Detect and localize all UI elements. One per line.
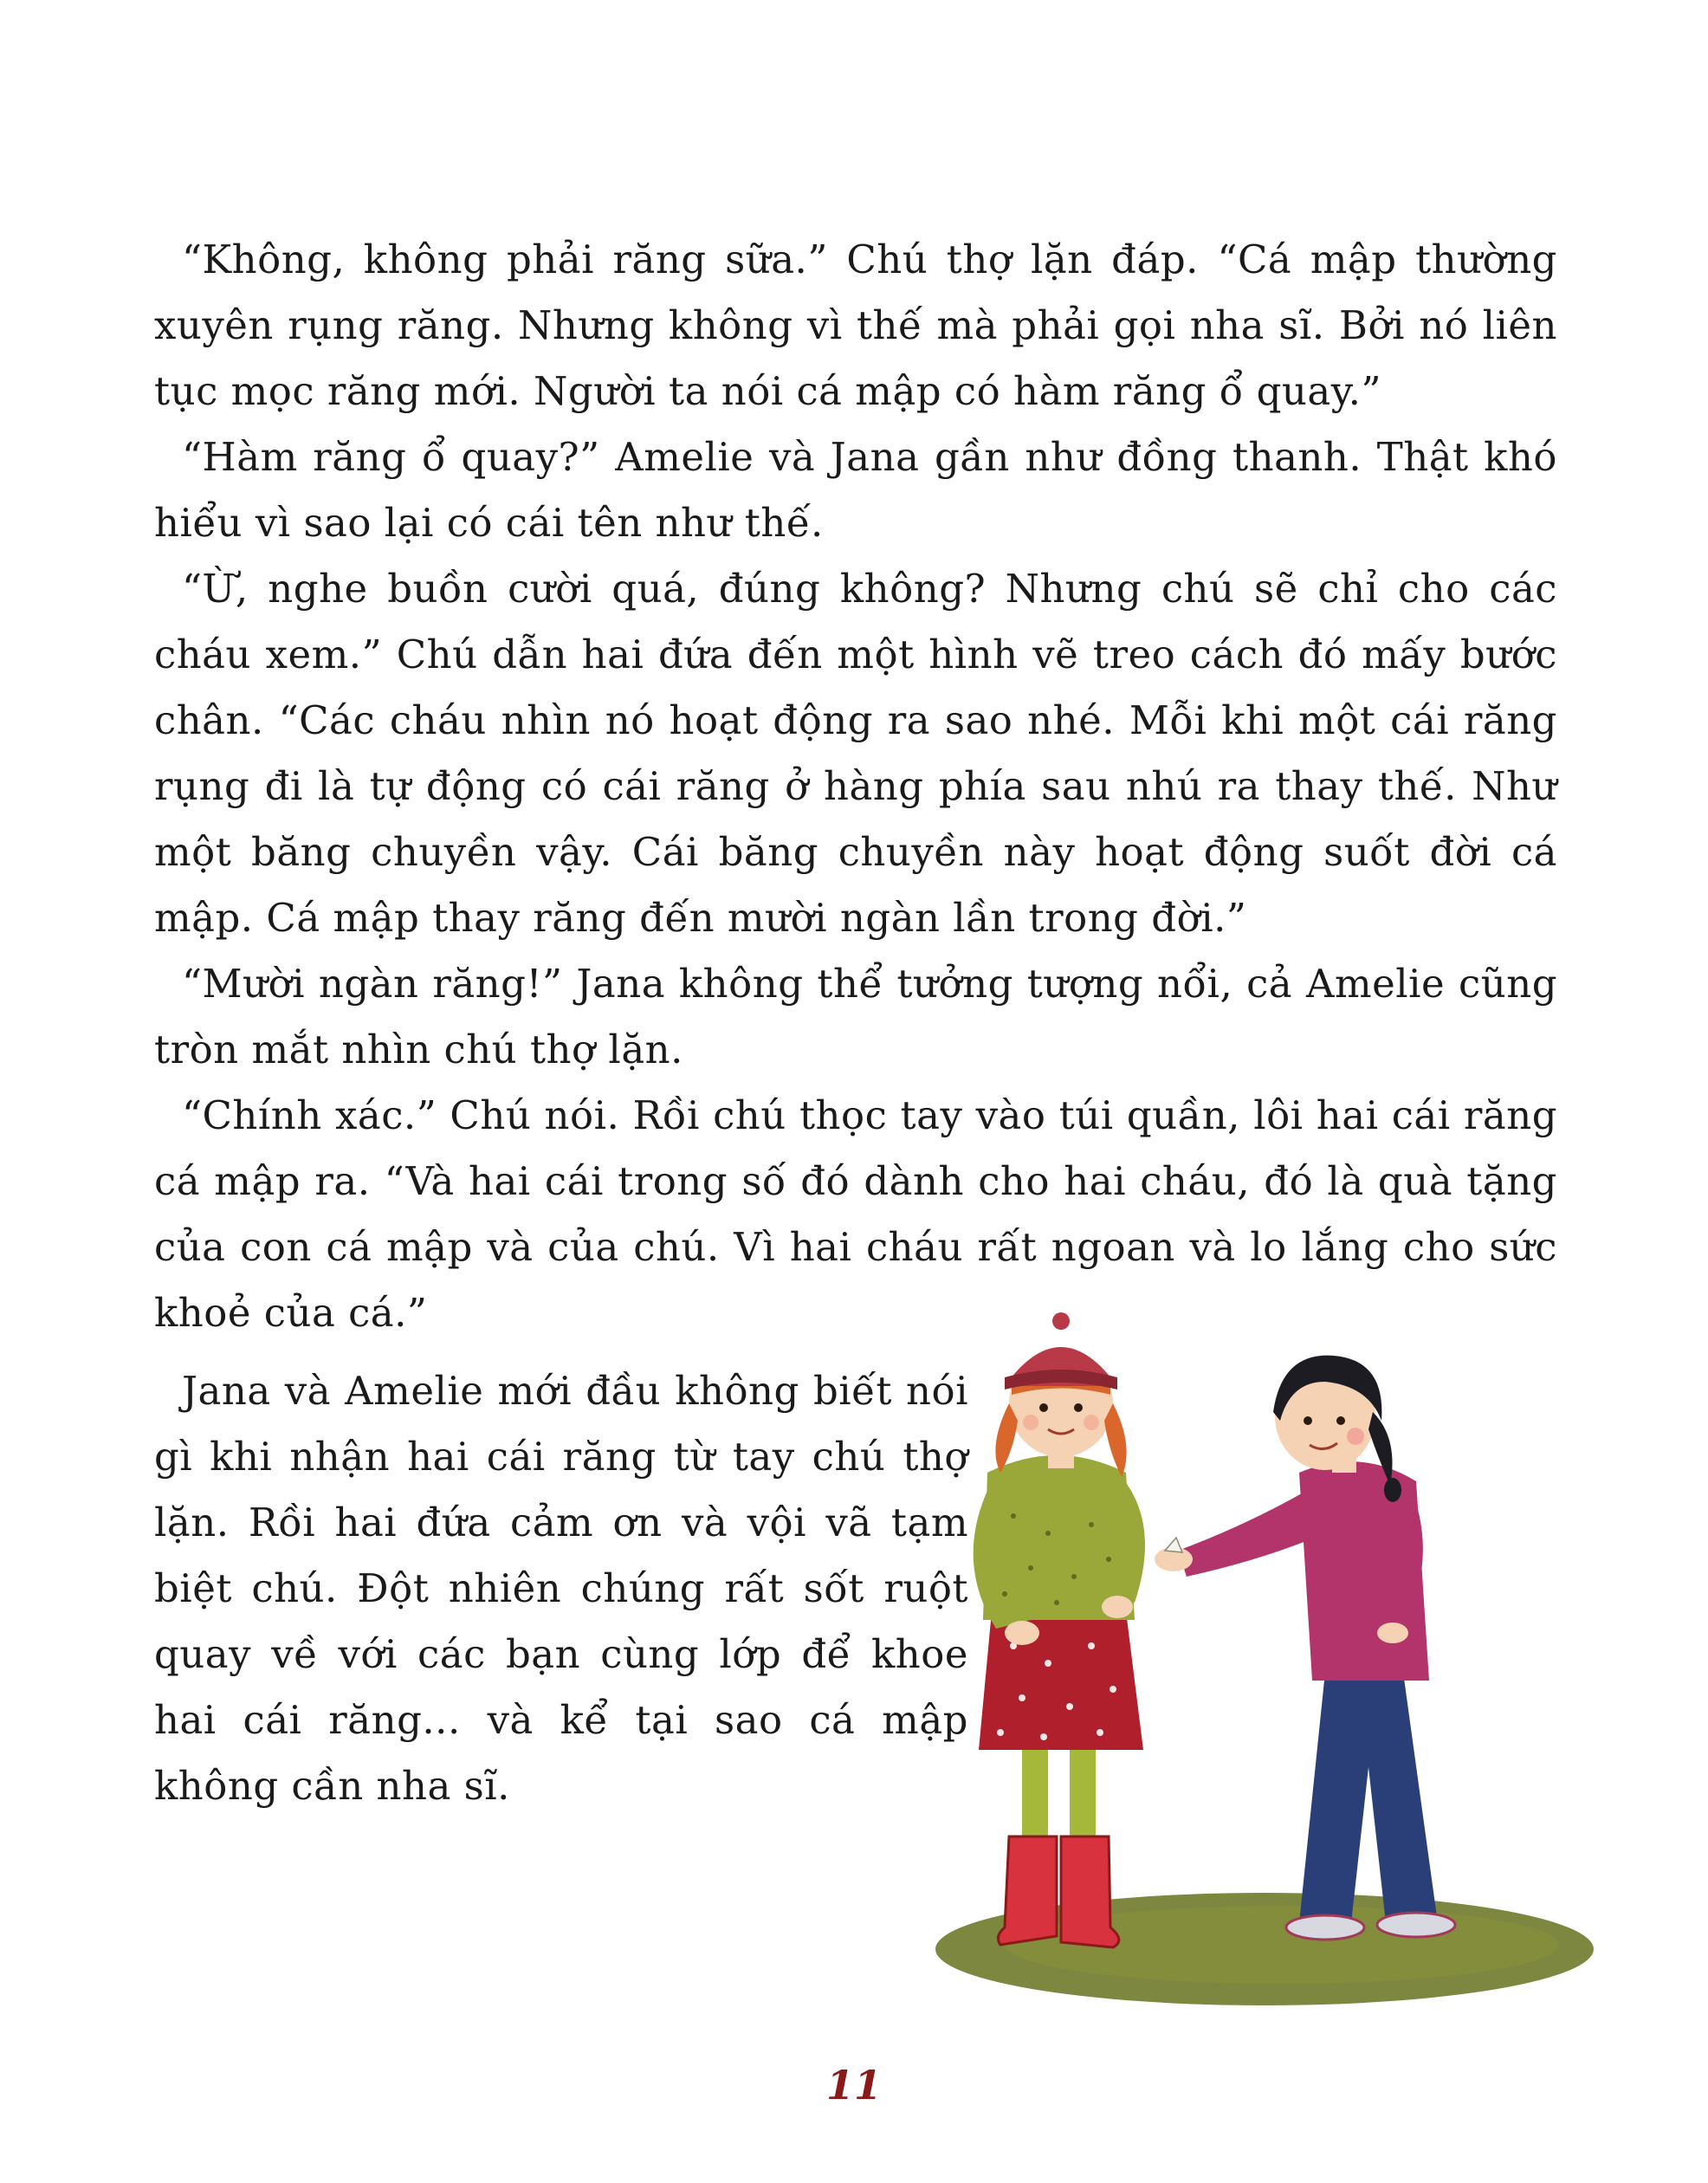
story-closing-text xyxy=(154,1358,968,1819)
paragraph-4: “Mười ngàn răng!” Jana không thể tưởng tượng nổi, cả Amelie cũng tròn mắt nhìn chú thợ lặn. xyxy=(154,961,1557,1072)
two-girls-illustration xyxy=(918,1299,1611,2027)
girl-left xyxy=(974,1312,1145,1947)
paragraph-2: “Hàm răng ổ quay?” Amelie và Jana gần như đồng thanh. Thật khó hiểu vì sao lại có cái tên như thế. xyxy=(154,434,1557,546)
paragraph-3: “Ừ, nghe buồn cười quá, đúng không? Nhưng chú sẽ chỉ cho các cháu xem.” Chú dẫn hai đứa đến một hình vẽ treo cách đó mấy bước chân. “Các cháu nhìn nó hoạt động ra sao nhé. Mỗi khi một cái răng rụng đi là tự động có cái răng ở hàng phía sau nhú ra thay thế. Như một băng chuyền vậy. Cái băng chuyền này hoạt động suốt đời cá mập. Cá mập thay răng đến mười ngàn lần trong đời.” xyxy=(154,566,1557,941)
story-text xyxy=(154,227,1557,1346)
page-number: 11 xyxy=(825,2062,882,2109)
paragraph-closing: Jana và Amelie mới đầu không biết nói gì khi nhận hai cái răng từ tay chú thợ lặn. Rồi hai đứa cảm ơn và vội vã tạm biệt chú. Đột nhiên chúng rất sốt ruột quay về với các bạn cùng lớp để khoe hai cái răng... và kể tại sao cá mập không cần nha sĩ. xyxy=(154,1368,968,1809)
paragraph-1: “Không, không phải răng sữa.” Chú thợ lặn đáp. “Cá mập thường xuyên rụng răng. Nhưng không vì thế mà phải gọi nha sĩ. Bởi nó liên tục mọc răng mới. Người ta nói cá mập có hàm răng ổ quay.” xyxy=(154,236,1557,414)
paragraph-5: “Chính xác.” Chú nói. Rồi chú thọc tay vào túi quần, lôi hai cái răng cá mập ra. “Và hai cái trong số đó dành cho hai cháu, đó là quà tặng của con cá mập và của chú. Vì hai cháu rất ngoan và lo lắng cho sức khoẻ của cá.” xyxy=(154,1092,1557,1336)
girl-right xyxy=(1155,1356,1455,1940)
